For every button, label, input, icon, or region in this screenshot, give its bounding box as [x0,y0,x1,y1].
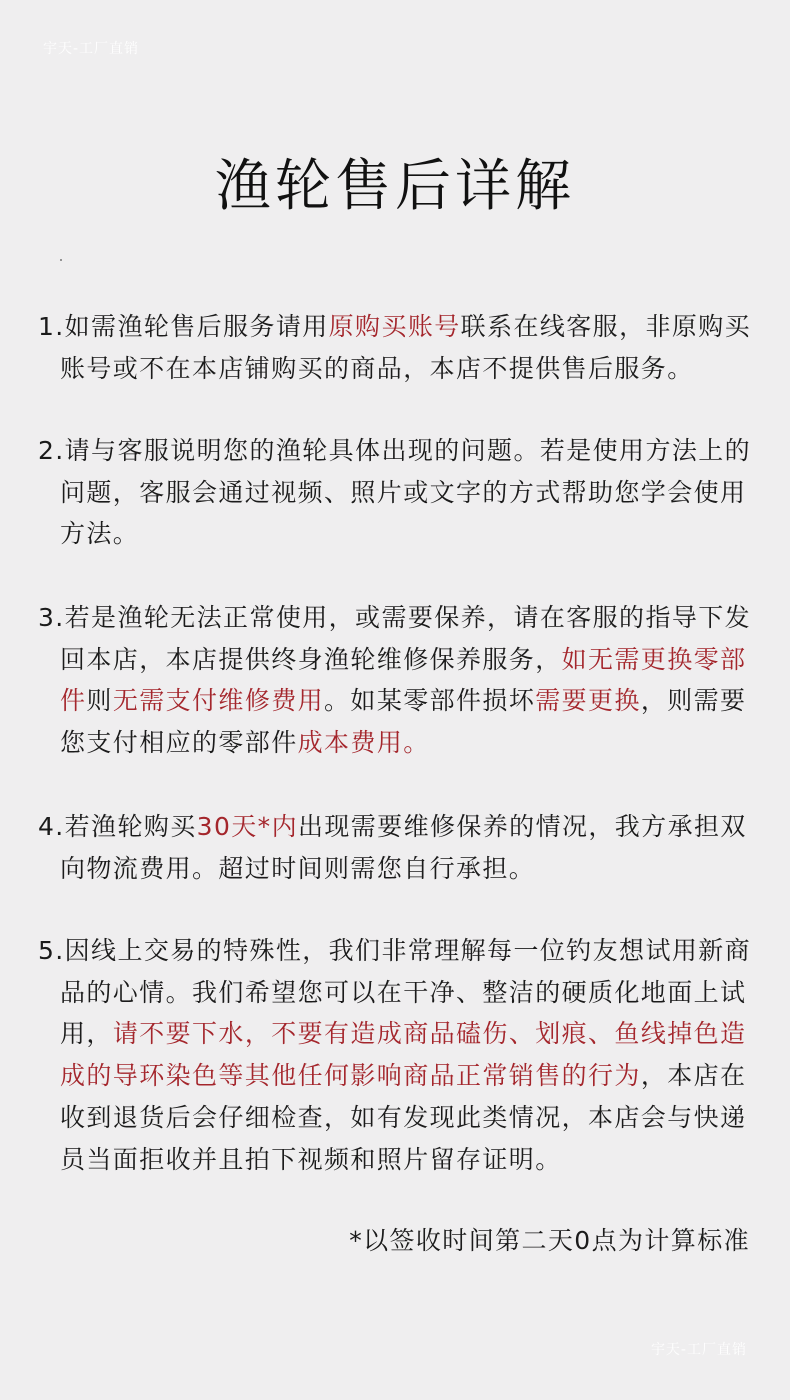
decorative-dot [60,259,62,261]
section-line [38,348,754,390]
section-1 [38,306,754,389]
section-line [38,597,754,639]
watermark-bottom: 宇天-工厂直销 [650,1342,747,1358]
body-text: 您支付相应的零部件 [60,728,298,758]
section-line [38,1139,754,1181]
highlight-text: 原购买账号 [328,312,461,341]
body-text: ，本店在 [640,1061,747,1091]
section-line [38,306,754,348]
section-line [38,1055,754,1097]
section-line [38,430,754,472]
section-line [38,680,754,722]
highlight-text: 成本费用。 [297,728,430,758]
section-4 [38,806,754,889]
highlight-text: 成的导环染色等其他任何影响商品正常销售的行为 [60,1061,641,1091]
body-text: 联系在线客服，非原购买 [460,312,752,341]
body-text: 收到退货后会仔细检查，如有发现此类情况，本店会与快递 [60,1102,747,1132]
section-line [38,930,754,972]
section-line [38,472,754,514]
body-text: 方法。 [60,519,140,549]
body-text: 账号或不在本店铺购买的商品，本店不提供售后服务。 [60,353,694,383]
body-text: 回本店，本店提供终身渔轮维修保养服务， [60,644,562,674]
body-text: 则 [86,686,113,716]
body-text: 1.如需渔轮售后服务请用 [38,312,329,341]
section-line [38,513,754,555]
section-line [38,806,754,848]
body-text: 。如某零部件损坏 [324,686,536,716]
section-line [38,972,754,1014]
section-5 [38,930,754,1180]
highlight-text: 如无需更换零部 [561,644,747,674]
footnote: *以签收时间第二天0点为计算标准 [349,1226,750,1255]
page-title: 渔轮售后详解 [215,154,575,219]
body-text: 员当面拒收并且拍下视频和照片留存证明。 [60,1144,562,1174]
section-line [38,1013,754,1055]
highlight-text: 需要更换 [535,686,641,716]
highlight-text: 件 [60,686,87,716]
body-text: 向物流费用。超过时间则需您自行承担。 [60,853,536,883]
body-text: 用， [60,1019,113,1049]
body-text: ，则需要 [640,686,747,716]
body-text: 2.请与客服说明您的渔轮具体出现的问题。若是使用方法上的 [38,436,752,465]
body-text: 出现需要维修保养的情况，我方承担双 [297,812,747,841]
highlight-text: 请不要下水，不要有造成商品磕伤、划痕、鱼线掉色造 [112,1019,747,1049]
body-text: 3.若是渔轮无法正常使用，或需要保养，请在客服的指导下发 [38,603,752,632]
body-text: 品的心情。我们希望您可以在干净、整洁的硬质化地面上试 [60,977,747,1007]
highlight-text: 30天*内 [196,812,298,841]
body-text: 问题，客服会通过视频、照片或文字的方式帮助您学会使用 [60,477,747,507]
body-text: 5.因线上交易的特殊性，我们非常理解每一位钓友想试用新商 [38,936,752,965]
body-text: 4.若渔轮购买 [38,812,197,841]
section-line [38,639,754,681]
section-3 [38,597,754,764]
section-line [38,848,754,890]
highlight-text: 无需支付维修费用 [112,686,325,716]
section-2 [38,430,754,555]
section-line [38,1097,754,1139]
section-line [38,722,754,764]
watermark-top: 宇天-工厂直销 [43,41,140,57]
